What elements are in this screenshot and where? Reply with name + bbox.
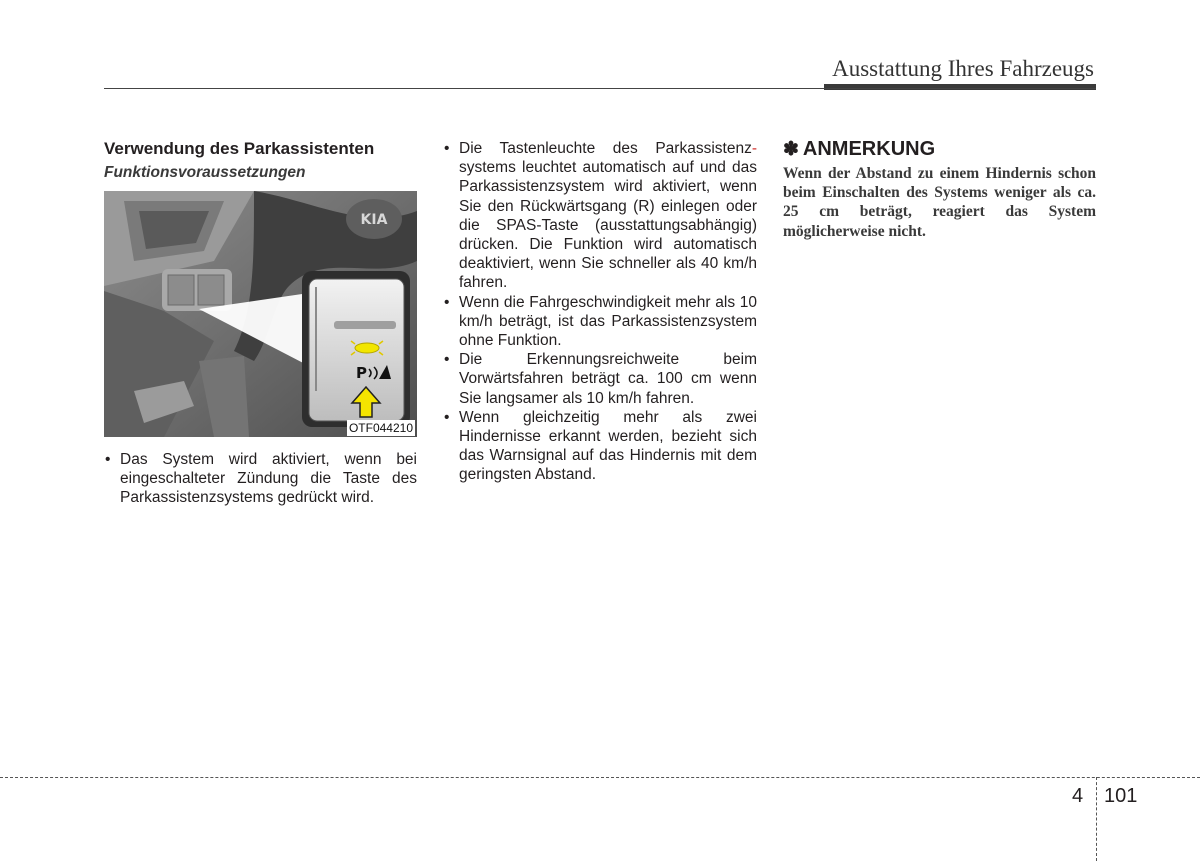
note-heading	[783, 138, 935, 161]
col2-bullet-list	[443, 139, 757, 485]
note-body: Wenn der Abstand zu einem Hindernis schon beim Einschalten des Systems weniger als ca. 25 cm beträgt, reagiert das System möglicherweise nicht.	[783, 165, 1096, 240]
hyphen-mark: -	[751, 140, 757, 157]
list-item: • Das System wird aktiviert, wenn bei eingeschalteter Zündung die Taste des Parkassistenzsystems gedrückt wird.	[104, 450, 417, 508]
list-item: • Die Erkennungsreichweite beim Vorwärtsfahren beträgt ca. 100 cm wenn Sie langsamer als 10 km/h fahren.	[443, 350, 757, 408]
col1-bullet-list	[104, 450, 417, 508]
header-rule	[104, 88, 1096, 89]
header-accent-bar	[824, 84, 1096, 90]
note-symbol-icon: ✽	[783, 139, 799, 160]
bullet-text-part: systems leuchtet automatisch auf und das Parkassistenzsystem wird aktiviert, wenn Sie den Rückwärtsgang (R) einlegen oder die SPAS-Taste (ausstattungsabhängig) drücken. Die Funktion wird automatisch deaktiviert, wenn Sie schneller als 40 km/h fahren.	[459, 159, 757, 292]
kia-logo-text: KIA	[360, 212, 388, 228]
running-header-title: Ausstattung Ihres Fahrzeugs	[832, 56, 1094, 81]
page-number: 101	[1104, 785, 1138, 807]
figure-drawing	[104, 191, 417, 437]
list-item	[443, 139, 757, 293]
list-item: • Wenn die Fahrgeschwindigkeit mehr als 10 km/h beträgt, ist das Parkassistenzsystem ohne Funktion.	[443, 293, 757, 351]
section-subheading: Funktionsvoraussetzungen	[104, 164, 306, 181]
footer-rule	[0, 777, 1200, 778]
footer-vertical-rule	[1096, 777, 1097, 861]
bullet-text-part: Die Tastenleuchte des Parkassistenz	[459, 140, 752, 157]
chapter-number: 4	[1072, 785, 1084, 807]
list-item: • Wenn gleichzeitig mehr als zwei Hindernisse erkannt werden, bezieht sich das Warnsignal auf das Hindernis mit dem geringsten Abstand.	[443, 408, 757, 485]
parking-button-symbol: P	[356, 364, 367, 382]
dashboard-button-illustration	[104, 191, 417, 437]
note-title-text: ANMERKUNG	[802, 138, 936, 160]
section-heading: Verwendung des Parkassistenten	[104, 139, 375, 158]
figure-code: OTF044210	[348, 421, 413, 435]
